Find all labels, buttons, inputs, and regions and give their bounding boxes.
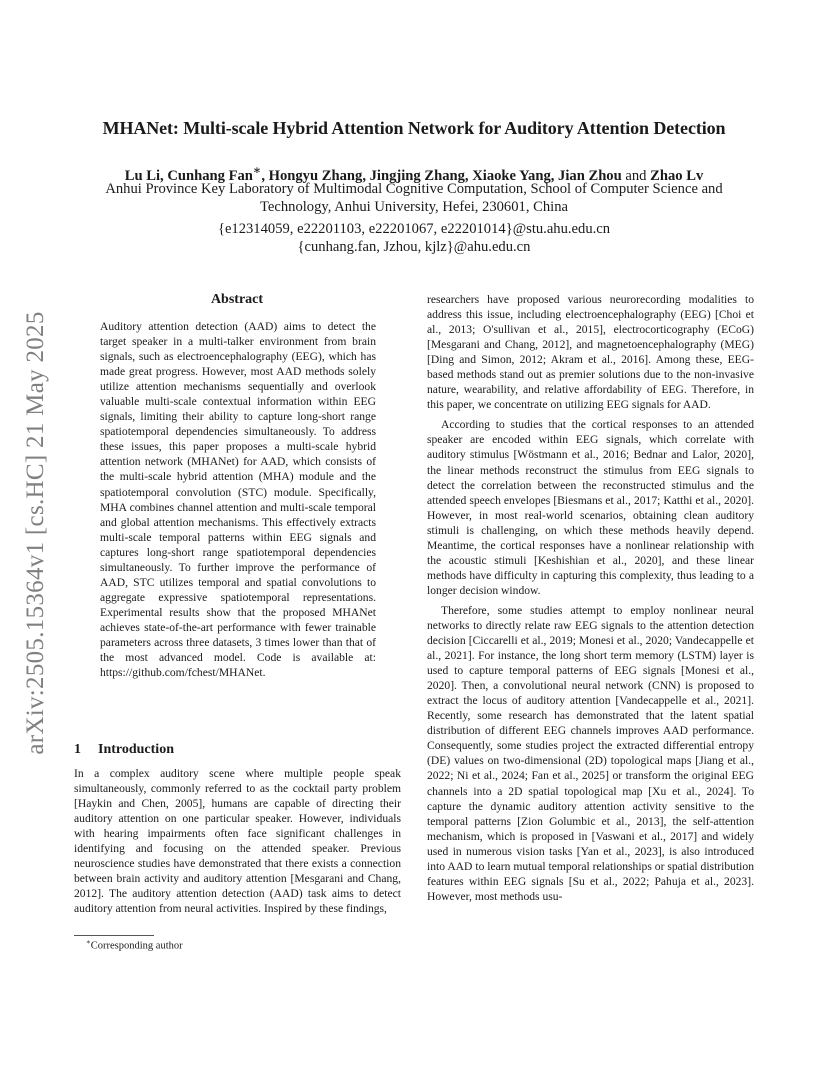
author-name: Hongyu Zhang bbox=[268, 167, 363, 184]
abstract-heading: Abstract bbox=[210, 292, 264, 307]
body-paragraph: researchers have proposed various neurorecording modalities to address this issue, including electroencephalography (EEG) [Choi et al., 2013; O'sullivan et al., 2015], electrocorticography (ECoG) [Mesgarani and Chang, 2012], and magnetoencephalography (MEG) [Ding and Simon, 2012; Akram et al., 2016]. Among these, EEG-based methods stand out as premier solutions due to the non-invasive nature, wearability, and relative affordability of EEG. Therefore, in this paper, we concentrate on utilizing EEG signals for AAD. bbox=[427, 293, 754, 412]
introduction-text: In a complex auditory scene where multiple people speak simultaneously, commonly referred to as the cocktail party problem [Haykin and Chen, 2005], humans are capable of directing their auditory attention on one particular speaker. However, individuals with hearing impairments often face significant challenges in identifying and focusing on the attended speaker. Previous neuroscience studies have demonstrated that there exists a connection between brain activity and auditory attention [Mesgarani and Chang, 2012]. The auditory attention detection (AAD) task aims to detect auditory attention from neural activities. Inspired by these findings, bbox=[74, 767, 401, 916]
author-name: Jingjing Zhang bbox=[369, 167, 465, 184]
author-name: Lu Li bbox=[124, 167, 161, 184]
footnote-mark: ∗ bbox=[86, 938, 91, 946]
section-title: Introduction bbox=[98, 742, 174, 757]
section-number: 1 bbox=[74, 742, 81, 757]
affiliation-line: Technology, Anhui University, Hefei, 230601, China bbox=[260, 199, 568, 215]
author-list: Lu Li, Cunhang Fan∗, Hongyu Zhang, Jingjing Zhang, Xiaoke Yang, Jian Zhou and Zhao Lv bbox=[124, 163, 704, 184]
footnote-text: Corresponding author bbox=[90, 940, 183, 952]
introduction-heading bbox=[74, 742, 174, 758]
author-emails bbox=[60, 220, 768, 256]
footnote bbox=[86, 938, 183, 952]
author-name: Zhao Lv bbox=[650, 167, 704, 184]
author-name: Cunhang Fan bbox=[167, 167, 253, 184]
arxiv-identifier[interactable] bbox=[24, 294, 48, 772]
footnote-divider bbox=[74, 935, 154, 936]
abstract-text: Auditory attention detection (AAD) aims to detect the target speaker in a multi-talker environment from brain signals, such as electroencephalography (EEG), which has made great progress. However, most AAD methods solely utilize attention mechanisms sequentially and overlook valuable multi-scale contextual information within EEG signals, limiting their ability to capture long-short range spatiotemporal dependencies simultaneously. To address these issues, this paper proposes a multi-scale hybrid attention network (MHANet) for AAD, which consists of the multi-scale hybrid attention (MHA) module and the spatiotemporal convolution (STC) module. Specifically, MHA combines channel attention and multi-scale temporal and global attention mechanisms. This effectively extracts multi-scale temporal patterns within EEG signals and captures long-short range spatiotemporal dependencies simultaneously. To further improve the performance of AAD, STC utilizes temporal and spatial convolutions to aggregate expressive spatiotemporal representations. Experimental results show that the proposed MHANet achieves state-of-the-art performance with fewer trainable parameters across three datasets, 3 times lower than that of the most advanced model. Code is available at: https://github.com/fchest/MHANet. bbox=[100, 320, 376, 680]
author-conjunction: and bbox=[625, 167, 647, 184]
affiliation bbox=[60, 180, 768, 216]
right-column bbox=[427, 292, 754, 904]
author-name: Xiaoke Yang bbox=[472, 167, 551, 184]
author-name: Jian Zhou bbox=[558, 167, 622, 184]
body-paragraph: According to studies that the cortical responses to an attended speaker are encoded within EEG signals, which correlate with auditory stimulus [Wöstmann et al., 2016; Bednar and Lalor, 2020], the linear methods reconstruct the stimulus from EEG signals to detect the correlation between the reconstructed stimulus and the attended speech envelopes [Biesmans et al., 2017; Katthi et al., 2020]. However, in most real-world scenarios, obtaining clean auditory stimuli is challenging, on which these methods heavily depend. Meantime, the cortical responses have a nonlinear relationship with the acoustic stimuli [Keshishian et al., 2020], and these linear methods have difficulty in capturing this complexity, thus leading to a longer decision window. bbox=[427, 418, 754, 597]
affiliation-line: Anhui Province Key Laboratory of Multimodal Cognitive Computation, School of Computer Science and bbox=[105, 181, 723, 197]
body-paragraph: Therefore, some studies attempt to employ nonlinear neural networks to directly relate raw EEG signals to the attention detection decision [Ciccarelli et al., 2019; Monesi et al., 2020; Vandecappelle et al., 2021]. For instance, the long short term memory (LSTM) layer is used to capture temporal patterns of EEG signals [Monesi et al., 2020]. Then, a convolutional neural network (CNN) is proposed to extract the locus of auditory attention [Vandecappelle et al., 2021]. Recently, some research has demonstrated that the latent spatial distribution of different EEG channels improves AAD performance. Consequently, some studies project the extracted differential entropy (DE) values on two-dimensional (2D) topological maps [Jiang et al., 2022; Ni et al., 2024; Fan et al., 2025] or transform the original EEG channels into a 2D spatial topological map [Xu et al., 2024]. To capture the dynamic auditory attention activity sensitive to the temporal patterns [Zion Golumbic et al., 2013], the self-attention mechanism, which is proposed in [Vaswani et al., 2017] and widely used in numerous vision tasks [Yan et al., 2023], is also introduced into AAD to learn mutual temporal relationships or spatial distribution features within EEG signals [Su et al., 2022; Pahuja et al., 2023]. However, most methods usu- bbox=[427, 603, 754, 903]
corresponding-mark: ∗ bbox=[252, 163, 262, 177]
paper-title: MHANet: Multi-scale Hybrid Attention Network for Auditory Attention Detection bbox=[102, 118, 726, 138]
arxiv-identifier-text: arXiv:2505.15364v1 [cs.HC] 21 May 2025 bbox=[22, 311, 49, 755]
email-line: {cunhang.fan, Jzhou, kjlz}@ahu.edu.cn bbox=[297, 239, 531, 255]
email-line: {e12314059, e22201103, e22201067, e22201014}@stu.ahu.edu.cn bbox=[217, 221, 611, 237]
